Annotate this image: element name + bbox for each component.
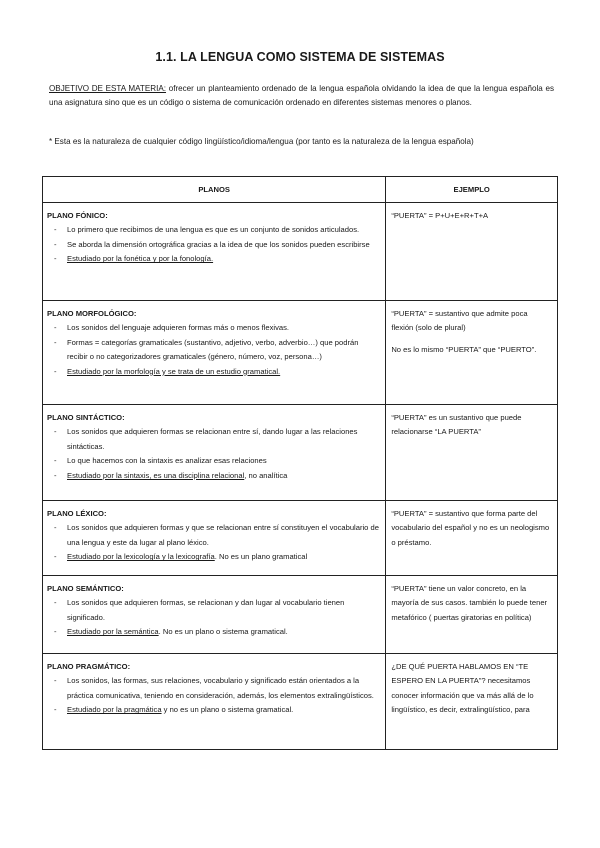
plane-cell: [43, 576, 386, 654]
plane-list: [47, 521, 380, 564]
objective-text: ofrecer un planteamiento ordenado de la lengua española olvidando la idea de que la lengua española es una asignatura sino que es un código o sistema de comunicación ordenado en diferentes sistemas menores o planos.: [49, 84, 554, 108]
plane-list: [47, 223, 380, 266]
list-item: - Estudiado por la pragmática y no es un plano o sistema gramatical.: [47, 703, 380, 717]
table-row: [43, 576, 558, 654]
list-item: - Lo que hacemos con la sintaxis es analizar esas relaciones: [47, 454, 380, 468]
planes-table: [42, 176, 558, 750]
plane-list: [47, 321, 380, 379]
plane-cell: [43, 501, 386, 576]
example-cell: [386, 501, 558, 576]
plane-name: PLANO LÉXICO:: [47, 509, 107, 518]
objective-paragraph: [49, 82, 554, 110]
table-row: [43, 405, 558, 501]
plane-name: PLANO FÓNICO:: [47, 211, 108, 220]
example-text: “PUERTA” = P+U+E+R+T+A: [391, 211, 489, 220]
list-item: - Estudiado por la morfología y se trata de un estudio gramatical.: [47, 365, 380, 379]
list-item: - Estudiado por la sintaxis, es una disciplina relacional, no analítica: [47, 469, 380, 483]
list-item: - Los sonidos, las formas, sus relaciones, vocabulario y significado están orientados a la práctica comunicativa, teniendo en consideración, además, los elementos extralingüísticos.: [47, 674, 380, 703]
table-header-row: [43, 177, 558, 203]
table-row: [43, 654, 558, 750]
list-item: - Formas = categorías gramaticales (sustantivo, adjetivo, verbo, adverbio…) que podrán recibir o no categorizadores gramaticales (género, número, voz, persona…): [47, 336, 380, 365]
list-item: - Los sonidos que adquieren formas se relacionan entre sí, dando lugar a las relaciones sintácticas.: [47, 425, 380, 454]
example-text: “PUERTA” = sustantivo que forma parte del vocabulario del español y no es un neologismo o préstamo.: [391, 509, 550, 547]
list-item: - Los sonidos que adquieren formas y que se relacionan entre sí constituyen el vocabulario de una lengua y este da lugar al plano léxico.: [47, 521, 380, 550]
plane-name: PLANO SINTÁCTICO:: [47, 413, 125, 422]
plane-cell: [43, 203, 386, 301]
table-row: [43, 501, 558, 576]
example-text: “PUERTA” tiene un valor concreto, en la mayoría de sus casos. también lo puede tener metafórico ( puertas giratorias en política): [391, 584, 548, 622]
example-cell: [386, 405, 558, 501]
example-cell: [386, 654, 558, 750]
plane-name: PLANO PRAGMÁTICO:: [47, 662, 131, 671]
plane-cell: [43, 405, 386, 501]
note-paragraph: * Esta es la naturaleza de cualquier código lingüístico/idioma/lengua (por tanto es la naturaleza de la lengua española): [49, 137, 474, 146]
plane-list: [47, 674, 380, 717]
example-text: “PUERTA” = sustantivo que admite poca flexión (solo de plural): [391, 309, 528, 333]
header-ejemplo: EJEMPLO: [386, 177, 558, 203]
page-title: 1.1. LA LENGUA COMO SISTEMA DE SISTEMAS: [155, 50, 445, 64]
list-item: - Estudiado por la semántica. No es un plano o sistema gramatical.: [47, 625, 380, 639]
list-item: - Lo primero que recibimos de una lengua es que es un conjunto de sonidos articulados.: [47, 223, 380, 237]
table-row: [43, 301, 558, 405]
example-text: ¿DE QUÉ PUERTA HABLAMOS EN “TE ESPERO EN LA PUERTA”? necesitamos conocer información que va más allá de lo lingüístico, es decir, extralingüístico, para: [391, 662, 534, 715]
objective-label: OBJETIVO DE ESTA MATERIA:: [49, 84, 167, 93]
plane-name: PLANO SEMÁNTICO:: [47, 584, 124, 593]
list-item: - Estudiado por la lexicología y la lexicografía. No es un plano gramatical: [47, 550, 380, 564]
example-cell: [386, 203, 558, 301]
list-item: - Estudiado por la fonética y por la fonología.: [47, 252, 380, 266]
example-text: “PUERTA” es un sustantivo que puede relacionarse “LA PUERTA”: [391, 413, 522, 437]
example-cell: [386, 301, 558, 405]
example-cell: [386, 576, 558, 654]
example-text: No es lo mismo “PUERTA” que “PUERTO”.: [391, 344, 537, 354]
plane-list: [47, 596, 380, 639]
plane-cell: [43, 654, 386, 750]
plane-cell: [43, 301, 386, 405]
header-planos: PLANOS: [43, 177, 386, 203]
table-row: [43, 203, 558, 301]
list-item: - Los sonidos del lenguaje adquieren formas más o menos flexivas.: [47, 321, 380, 335]
list-item: - Los sonidos que adquieren formas, se relacionan y dan lugar al vocabulario tienen significado.: [47, 596, 380, 625]
plane-name: PLANO MORFOLÓGICO:: [47, 309, 137, 318]
list-item: - Se aborda la dimensión ortográfica gracias a la idea de que los sonidos pueden escribirse: [47, 238, 380, 252]
plane-list: [47, 425, 380, 483]
